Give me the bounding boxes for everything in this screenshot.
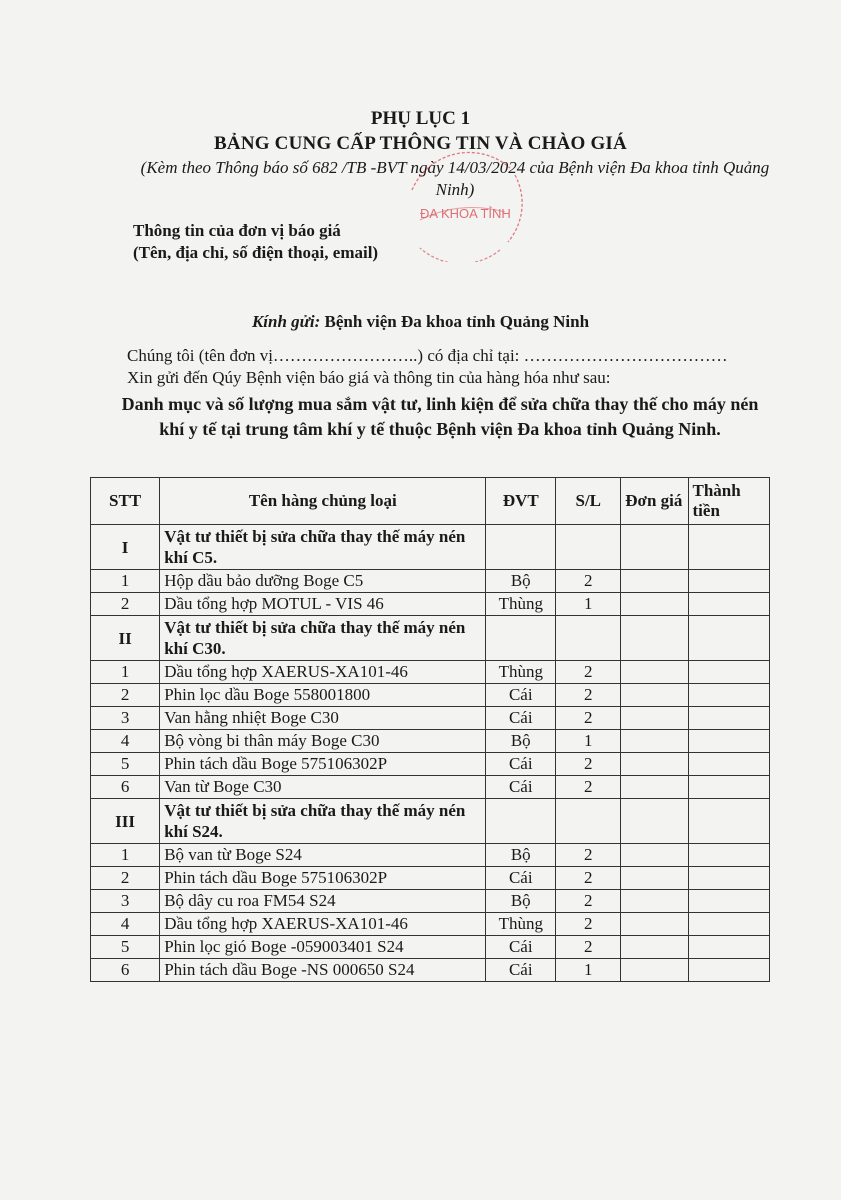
item-name: Dầu tổng hợp XAERUS-XA101-46 <box>160 661 486 684</box>
item-qty: 2 <box>556 570 621 593</box>
item-price-cell <box>621 684 688 707</box>
intro-line2: Xin gửi đến Qúy Bệnh viện báo giá và thông tin của hàng hóa như sau: <box>127 368 611 387</box>
table-row <box>91 867 770 890</box>
item-name: Phin tách dầu Boge -NS 000650 S24 <box>160 959 486 982</box>
item-price-cell <box>621 936 688 959</box>
recipient-value: Bệnh viện Đa khoa tỉnh Quảng Ninh <box>324 312 590 331</box>
item-total-cell <box>688 593 769 616</box>
item-unit: Cái <box>486 707 556 730</box>
section-title: Vật tư thiết bị sửa chữa thay thế máy nén khí S24. <box>160 799 486 844</box>
item-stt: 3 <box>91 707 160 730</box>
item-unit: Cái <box>486 959 556 982</box>
table-header-row <box>91 478 770 525</box>
item-qty: 1 <box>556 593 621 616</box>
item-qty: 1 <box>556 959 621 982</box>
item-qty: 2 <box>556 913 621 936</box>
item-name: Phin tách dầu Boge 575106302P <box>160 867 486 890</box>
item-name: Dầu tổng hợp XAERUS-XA101-46 <box>160 913 486 936</box>
header-total: Thành tiền <box>688 478 769 525</box>
item-unit: Bộ <box>486 570 556 593</box>
item-unit: Cái <box>486 936 556 959</box>
item-unit: Cái <box>486 684 556 707</box>
item-total-cell <box>688 661 769 684</box>
item-name: Phin lọc dầu Boge 558001800 <box>160 684 486 707</box>
item-unit: Bộ <box>486 844 556 867</box>
item-price-cell <box>621 959 688 982</box>
appendix-title: PHỤ LỤC 1 <box>370 108 471 129</box>
section-row <box>91 799 770 844</box>
item-total-cell <box>688 730 769 753</box>
item-price-cell <box>621 890 688 913</box>
table-row <box>91 959 770 982</box>
quotation-table <box>90 477 770 982</box>
item-stt: 2 <box>91 867 160 890</box>
table-row <box>91 776 770 799</box>
item-price-cell <box>621 593 688 616</box>
table-row <box>91 730 770 753</box>
item-unit: Bộ <box>486 890 556 913</box>
item-unit: Bộ <box>486 730 556 753</box>
vendor-info-block <box>133 220 378 264</box>
item-name: Bộ dây cu roa FM54 S24 <box>160 890 486 913</box>
seal-text: ĐA KHOA TỈNH <box>420 206 511 221</box>
header-qty: S/L <box>556 478 621 525</box>
item-qty: 2 <box>556 844 621 867</box>
item-stt: 3 <box>91 890 160 913</box>
section-empty-cell <box>621 616 688 661</box>
section-empty-cell <box>688 799 769 844</box>
table-row <box>91 593 770 616</box>
vendor-info-line1: Thông tin của đơn vị báo giá <box>133 221 341 240</box>
item-price-cell <box>621 753 688 776</box>
item-total-cell <box>688 844 769 867</box>
item-total-cell <box>688 776 769 799</box>
item-total-cell <box>688 890 769 913</box>
item-name: Phin tách dầu Boge 575106302P <box>160 753 486 776</box>
item-qty: 2 <box>556 661 621 684</box>
item-unit: Cái <box>486 776 556 799</box>
section-code: II <box>91 616 160 661</box>
section-empty-cell <box>556 616 621 661</box>
item-total-cell <box>688 684 769 707</box>
item-stt: 1 <box>91 570 160 593</box>
section-code: III <box>91 799 160 844</box>
table-row <box>91 684 770 707</box>
item-total-cell <box>688 913 769 936</box>
section-empty-cell <box>486 525 556 570</box>
vendor-info-line2: (Tên, địa chỉ, số điện thoại, email) <box>133 243 379 262</box>
item-price-cell <box>621 867 688 890</box>
item-stt: 5 <box>91 936 160 959</box>
item-stt: 5 <box>91 753 160 776</box>
item-total-cell <box>688 936 769 959</box>
table-row <box>91 890 770 913</box>
item-price-cell <box>621 661 688 684</box>
table-row <box>91 570 770 593</box>
item-qty: 2 <box>556 890 621 913</box>
section-row <box>91 525 770 570</box>
intro-line1: Chúng tôi (tên đơn vị……………………..) có địa chỉ tại: ……………………………… <box>127 346 728 365</box>
item-name: Bộ van từ Boge S24 <box>160 844 486 867</box>
item-unit: Thùng <box>486 661 556 684</box>
section-title: Vật tư thiết bị sửa chữa thay thế máy nén khí C30. <box>160 616 486 661</box>
section-empty-cell <box>621 799 688 844</box>
item-unit: Thùng <box>486 913 556 936</box>
item-price-cell <box>621 707 688 730</box>
item-total-cell <box>688 570 769 593</box>
item-stt: 1 <box>91 661 160 684</box>
item-name: Bộ vòng bi thân máy Boge C30 <box>160 730 486 753</box>
item-stt: 1 <box>91 844 160 867</box>
header-name: Tên hàng chủng loại <box>160 478 486 525</box>
item-price-cell <box>621 913 688 936</box>
item-price-cell <box>621 570 688 593</box>
table-row <box>91 661 770 684</box>
item-qty: 1 <box>556 730 621 753</box>
item-unit: Cái <box>486 753 556 776</box>
item-stt: 4 <box>91 730 160 753</box>
item-qty: 2 <box>556 707 621 730</box>
item-stt: 6 <box>91 959 160 982</box>
table-row <box>91 844 770 867</box>
item-qty: 2 <box>556 753 621 776</box>
section-title: Vật tư thiết bị sửa chữa thay thế máy nén khí C5. <box>160 525 486 570</box>
section-empty-cell <box>688 525 769 570</box>
item-stt: 6 <box>91 776 160 799</box>
header-stt: STT <box>91 478 160 525</box>
item-price-cell <box>621 844 688 867</box>
item-total-cell <box>688 753 769 776</box>
section-empty-cell <box>556 525 621 570</box>
header-unit: ĐVT <box>486 478 556 525</box>
item-name: Hộp dầu bảo dưỡng Boge C5 <box>160 570 486 593</box>
list-heading: Danh mục và số lượng mua sắm vật tư, linh kiện để sửa chữa thay thế cho máy nén khí y tế tại trung tâm khí y tế thuộc Bệnh viện Đa khoa tỉnh Quảng Ninh. <box>121 394 759 439</box>
item-stt: 4 <box>91 913 160 936</box>
item-unit: Cái <box>486 867 556 890</box>
table-row <box>91 936 770 959</box>
item-qty: 2 <box>556 936 621 959</box>
recipient-label: Kính gửi: <box>251 312 321 331</box>
item-price-cell <box>621 730 688 753</box>
item-name: Van hằng nhiệt Boge C30 <box>160 707 486 730</box>
table-body <box>91 525 770 982</box>
recipient-line <box>0 312 841 332</box>
section-empty-cell <box>688 616 769 661</box>
item-unit: Thùng <box>486 593 556 616</box>
section-empty-cell <box>621 525 688 570</box>
document-title: BẢNG CUNG CẤP THÔNG TIN VÀ CHÀO GIÁ <box>214 133 627 154</box>
document-subtitle: (Kèm theo Thông báo số 682 /TB -BVT ngày 14/03/2024 của Bệnh viện Đa khoa tỉnh Quảng Ninh) <box>140 158 770 199</box>
item-name: Van từ Boge C30 <box>160 776 486 799</box>
header-price: Đơn giá <box>621 478 688 525</box>
item-qty: 2 <box>556 776 621 799</box>
section-row <box>91 616 770 661</box>
item-name: Dầu tổng hợp MOTUL - VIS 46 <box>160 593 486 616</box>
section-empty-cell <box>486 616 556 661</box>
table-row <box>91 707 770 730</box>
section-empty-cell <box>556 799 621 844</box>
red-seal-stamp <box>390 150 530 262</box>
item-stt: 2 <box>91 684 160 707</box>
item-total-cell <box>688 867 769 890</box>
table-row <box>91 753 770 776</box>
item-total-cell <box>688 959 769 982</box>
item-qty: 2 <box>556 867 621 890</box>
section-empty-cell <box>486 799 556 844</box>
item-qty: 2 <box>556 684 621 707</box>
section-code: I <box>91 525 160 570</box>
item-total-cell <box>688 707 769 730</box>
item-stt: 2 <box>91 593 160 616</box>
item-price-cell <box>621 776 688 799</box>
table-row <box>91 913 770 936</box>
item-name: Phin lọc gió Boge -059003401 S24 <box>160 936 486 959</box>
